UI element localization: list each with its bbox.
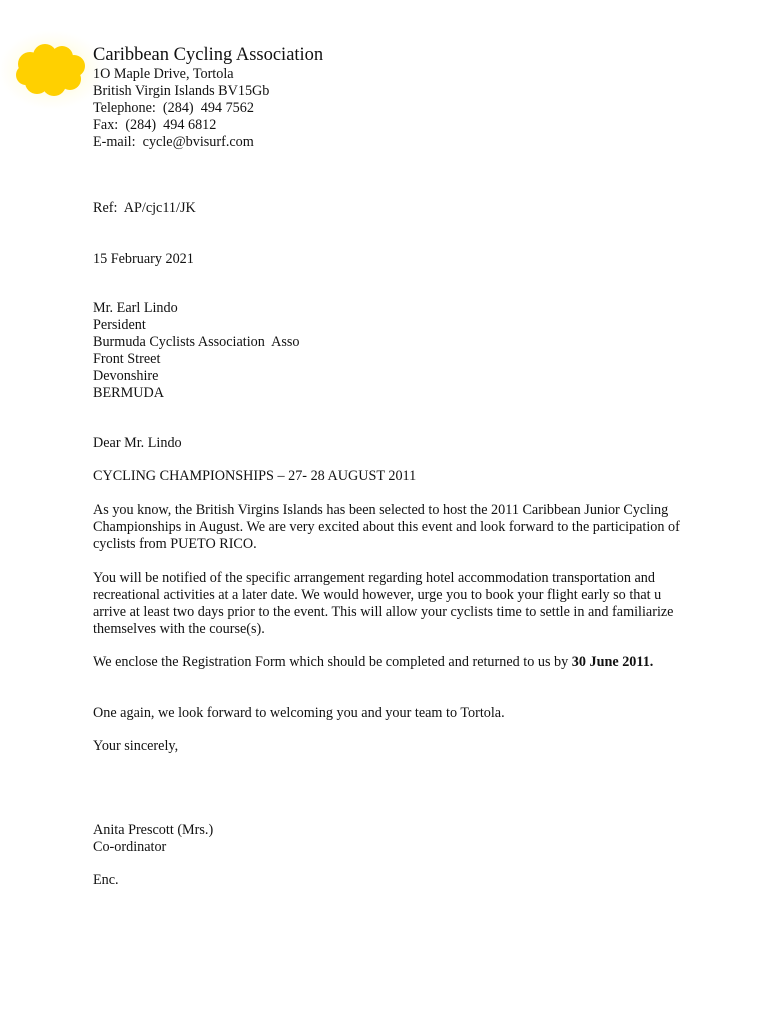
letterhead [93,44,693,151]
sender-email: E-mail: cycle@bvisurf.com [93,134,254,150]
sender-address-line1: 1O Maple Drive, Tortola [93,66,234,82]
body-paragraph-2: You will be notified of the specific arrangement regarding hotel accommodation transportation and recreational activities at a later date. We would however, urge you to book your flight early so that u arrive at least two days prior to the event. This will allow your cyclists time to settle in and familiarize themselves with the course(s). [93,570,674,637]
reference [93,200,693,217]
body-paragraph-3 [93,654,688,671]
sender-fax: Fax: (284) 494 6812 [93,117,217,133]
subject-text: CYCLING CHAMPIONSHIPS – 27- 28 AUGUST 2011 [93,468,417,484]
recipient-name: Mr. Earl Lindo [93,300,178,316]
recipient-organization: Burmuda Cyclists Association Asso [93,334,300,350]
enclosure-note [93,872,693,889]
reference-text: Ref: AP/cjc11/JK [93,200,196,216]
salutation-text: Dear Mr. Lindo [93,435,182,451]
signature-block [93,822,693,856]
date-text: 15 February 2021 [93,251,194,267]
salutation [93,435,693,452]
recipient-country: BERMUDA [93,385,164,401]
registration-deadline: 30 June 2011. [571,654,654,670]
sender-telephone: Telephone: (284) 494 7562 [93,100,254,116]
letter-date [93,251,693,268]
organization-name: Caribbean Cycling Association [93,45,324,65]
registration-text: We enclose the Registration Form which should be completed and returned to us by [93,654,572,670]
body-paragraph-4: One again, we look forward to welcoming you and your team to Tortola. [93,705,505,721]
recipient-city: Devonshire [93,368,159,384]
recipient-street: Front Street [93,351,161,367]
enclosure-text: Enc. [93,872,119,888]
sender-address-line2: British Virgin Islands BV15Gb [93,83,270,99]
recipient-address [93,300,693,402]
body-paragraph-1: As you know, the British Virgins Islands has been selected to host the 2011 Caribbean Junior Cycling Championships in August. We are very excited about this event and look forward to the participation of cyclists from PUETO RICO. [93,502,680,552]
recipient-title: Persident [93,317,146,333]
signatory-role: Co-ordinator [93,839,167,855]
closing [93,738,693,755]
subject-line [93,468,693,485]
signatory-name: Anita Prescott (Mrs.) [93,822,214,838]
closing-text: Your sincerely, [93,738,179,754]
